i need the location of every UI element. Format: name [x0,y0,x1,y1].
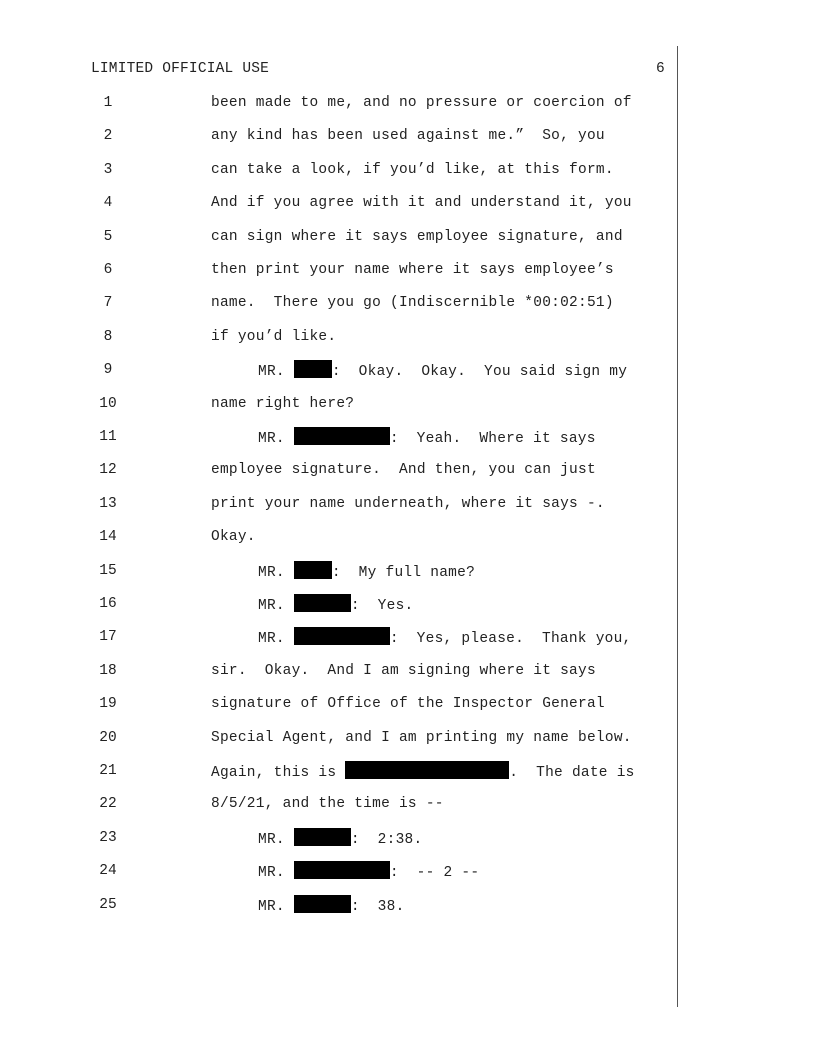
text-segment: employee signature. And then, you can just [211,462,596,479]
text-segment: : 2:38. [350,831,423,848]
text-segment: : My full name? [331,564,476,581]
text-segment: MR. [258,865,294,882]
line-number: 9 [103,362,113,379]
text-segment: print your name underneath, where it says -. [211,495,605,512]
line-number: 19 [99,696,117,713]
transcript-line [0,293,677,313]
text-segment: MR. [258,364,294,381]
transcript-line [0,427,677,447]
text-segment: : Yes, please. Thank you, [389,631,632,648]
redaction-block [345,761,509,779]
text-segment: can take a look, if you’d like, at this form. [211,161,614,178]
line-text [211,193,632,213]
text-segment: name right here? [211,395,355,412]
line-text [258,561,475,583]
text-segment: MR. [258,431,294,447]
redaction-block [294,561,332,579]
line-text [211,327,336,347]
text-segment: : 38. [350,898,405,915]
text-segment: : Yes. [350,598,414,614]
transcript-line [0,494,677,514]
transcript-line [0,895,677,915]
text-segment: any kind has been used against me.” So, you [211,128,605,145]
text-segment: 8/5/21, and the time is -- [211,796,444,813]
text-segment: : Yeah. Where it says [389,431,596,447]
redaction-block [294,594,351,612]
line-text [211,460,596,480]
transcript-line [0,861,677,881]
line-text [258,861,479,883]
text-segment: can sign where it says employee signature, and [211,228,623,245]
transcript-line [0,728,677,748]
line-text [258,828,422,850]
line-number: 17 [99,629,117,646]
line-text [211,794,444,814]
line-number: 12 [99,462,117,479]
line-number: 22 [99,796,117,813]
transcript-line [0,327,677,347]
line-number: 21 [99,763,117,779]
redaction-block [294,360,332,378]
transcript-line [0,794,677,814]
text-segment: . The date is [509,765,635,781]
transcript-line [0,694,677,714]
transcript-line [0,561,677,581]
line-text [211,761,635,783]
line-text [211,227,623,247]
line-text [258,360,627,382]
line-text [258,427,596,449]
line-number: 6 [103,262,113,278]
right-margin-rule [677,46,678,1007]
text-segment: : -- 2 -- [389,865,480,882]
line-number: 4 [103,195,113,212]
text-segment: been made to me, and no pressure or coercion of [211,95,632,111]
text-segment: MR. [258,564,294,581]
line-number: 25 [99,896,117,913]
transcript-line [0,160,677,180]
line-text [211,728,632,748]
transcript-line [0,761,677,781]
redaction-block [294,627,390,645]
line-text [211,527,256,547]
line-number: 3 [103,161,113,178]
line-text [211,293,614,313]
line-number: 23 [99,829,117,846]
line-number: 14 [99,529,117,546]
line-text [211,160,614,180]
line-text [211,126,605,146]
text-segment: MR. [258,598,294,614]
line-text [211,260,614,280]
line-text [211,93,632,113]
text-segment: : Okay. Okay. You said sign my [331,364,628,381]
line-number: 5 [103,228,113,245]
transcript-line [0,193,677,213]
transcript-line [0,594,677,614]
line-number: 10 [99,395,117,412]
line-number: 16 [99,596,117,612]
redaction-block [294,427,390,445]
transcript-line [0,627,677,647]
text-segment: signature of Office of the Inspector General [211,696,605,713]
line-number: 20 [99,729,117,746]
text-segment: sir. Okay. And I am signing where it says [211,662,596,679]
text-segment: Okay. [211,529,256,546]
line-number: 24 [99,863,117,880]
line-number: 15 [99,562,117,579]
text-segment: And if you agree with it and understand it, you [211,195,632,212]
line-text [211,394,354,414]
transcript-line [0,661,677,681]
transcript-line [0,93,677,113]
text-segment: then print your name where it says employee’s [211,262,614,278]
line-number: 11 [99,429,117,445]
line-text [211,661,596,681]
line-text [258,627,632,649]
redaction-block [294,828,351,846]
transcript-line [0,260,677,280]
text-segment: MR. [258,831,294,848]
line-text [258,895,405,917]
transcript-line [0,394,677,414]
text-segment: MR. [258,631,294,648]
redaction-block [294,895,351,913]
page-number: 6 [656,61,665,77]
transcript-line [0,828,677,848]
text-segment: MR. [258,898,294,915]
classification-header: LIMITED OFFICIAL USE [91,61,270,77]
text-segment: Special Agent, and I am printing my name below. [211,729,632,746]
line-text [211,694,605,714]
transcript-line [0,527,677,547]
text-segment: name. There you go (Indiscernible *00:02:51) [211,295,614,312]
text-segment: if you’d like. [211,328,337,345]
line-number: 8 [103,328,113,345]
line-text [258,594,413,616]
line-number: 2 [103,128,113,145]
text-segment: Again, this is [211,765,346,781]
line-number: 18 [99,662,117,679]
transcript-line [0,460,677,480]
redaction-block [294,861,390,879]
transcript-line [0,360,677,380]
line-number: 1 [103,95,113,111]
line-number: 7 [103,295,113,312]
transcript-line [0,126,677,146]
transcript-line [0,227,677,247]
line-number: 13 [99,495,117,512]
line-text [211,494,605,514]
